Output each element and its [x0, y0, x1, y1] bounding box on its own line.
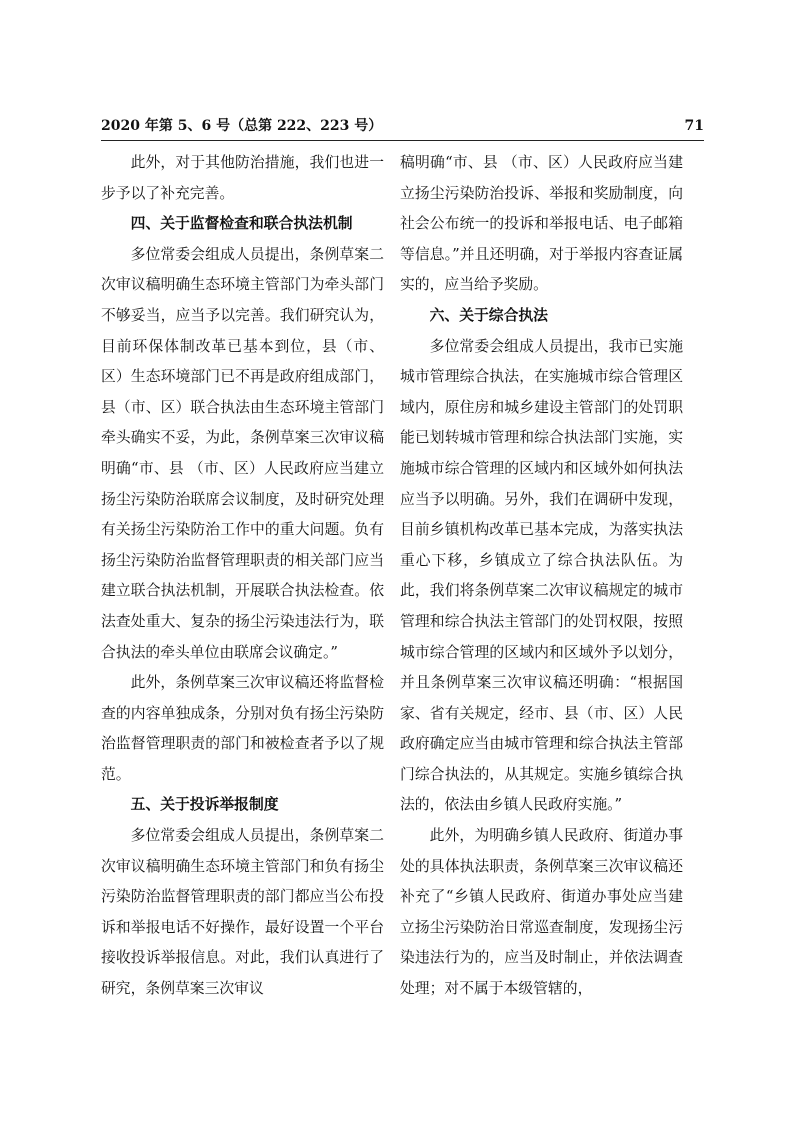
section-heading-complaints: 五、关于投诉举报制度	[130, 796, 279, 814]
paragraph-supervision: 多位常委会组成人员提出，条例草案二次审议稿明确生态环境主管部门为牵头部门不够妥当，应当予以完善。我们研究认为，目前环保体制改革已基本到位，县（市、区）生态环境部门已不再是政府组成部门，县（市、区）联合执法由生态环境主管部门牵头确实不妥，为此，条例草案三次审议稿明确“市、县 （市、区）人民政府应当建立扬尘污染防治联席会议制度，及时研究处理有关扬尘污染防治工作中的重大问题。负有扬尘污染防治监督管理职责的相关部门应当建立联合执法机制，开展联合执法检查。依法查处重大、复杂的扬尘污染违法行为，联合执法的牵头单位由联席会议确定。”	[101, 245, 384, 661]
paragraph-complaints: 多位常委会组成人员提出，条例草案二次审议稿明确生态环境主管部门和负有扬尘污染防治监督管理职责的部门都应当公布投诉和举报电话不好操作，最好设置一个平台接收投诉举报信息。对此，我们认真进行了研究，条例草案三次审议	[101, 827, 384, 998]
running-header	[101, 116, 704, 136]
paragraph-township-duties: 此外，为明确乡镇人民政府、街道办事处的具体执法职责，条例草案三次审议稿还补充了“乡镇人民政府、街道办事处应当建立扬尘污染防治日常巡查制度，发现扬尘污染违法行为的，应当及时制止，并依法调查处理；对不属于本级管辖的，	[400, 827, 683, 998]
section-heading-comprehensive-enforcement: 六、关于综合执法	[429, 306, 548, 324]
section-heading-supervision: 四、关于监督检查和联合执法机制	[130, 215, 353, 233]
left-column	[101, 148, 384, 1005]
right-column	[400, 148, 683, 1005]
paragraph-complaints-continued: 稿明确“市、县 （市、区）人民政府应当建立扬尘污染防治投诉、举报和奖励制度，向社会公布统一的投诉和举报电话、电子邮箱等信息。”并且还明确，对于举报内容查证属实的，应当给予奖励。	[400, 154, 683, 294]
header-rule	[101, 140, 704, 141]
page-number: 71	[684, 118, 704, 134]
paragraph-other-measures: 此外，对于其他防治措施，我们也进一步予以了补充完善。	[101, 154, 384, 202]
publication-issue: 2020 年第 5、6 号（总第 222、223 号）	[101, 118, 383, 134]
paragraph-supervision-content: 此外，条例草案三次审议稿还将监督检查的内容单独成条，分别对负有扬尘污染防治监督管理职责的部门和被检查者予以了规范。	[101, 674, 384, 783]
paragraph-comprehensive-enforcement: 多位常委会组成人员提出，我市已实施城市管理综合执法，在实施城市综合管理区域内，原住房和城乡建设主管部门的处罚职能已划转城市管理和综合执法部门实施，实施城市综合管理的区域内和区域外如何执法应当予以明确。另外，我们在调研中发现，目前乡镇机构改革已基本完成，为落实执法重心下移，乡镇成立了综合执法队伍。为此，我们将条例草案二次审议稿规定的城市管理和综合执法主管部门的处罚权限，按照城市综合管理的区域内和区域外予以划分，并且条例草案三次审议稿还明确：“根据国家、省有关规定，经市、县（市、区）人民政府确定应当由城市管理和综合执法主管部门综合执法的，从其规定。实施乡镇综合执法的，依法由乡镇人民政府实施。”	[400, 337, 683, 814]
